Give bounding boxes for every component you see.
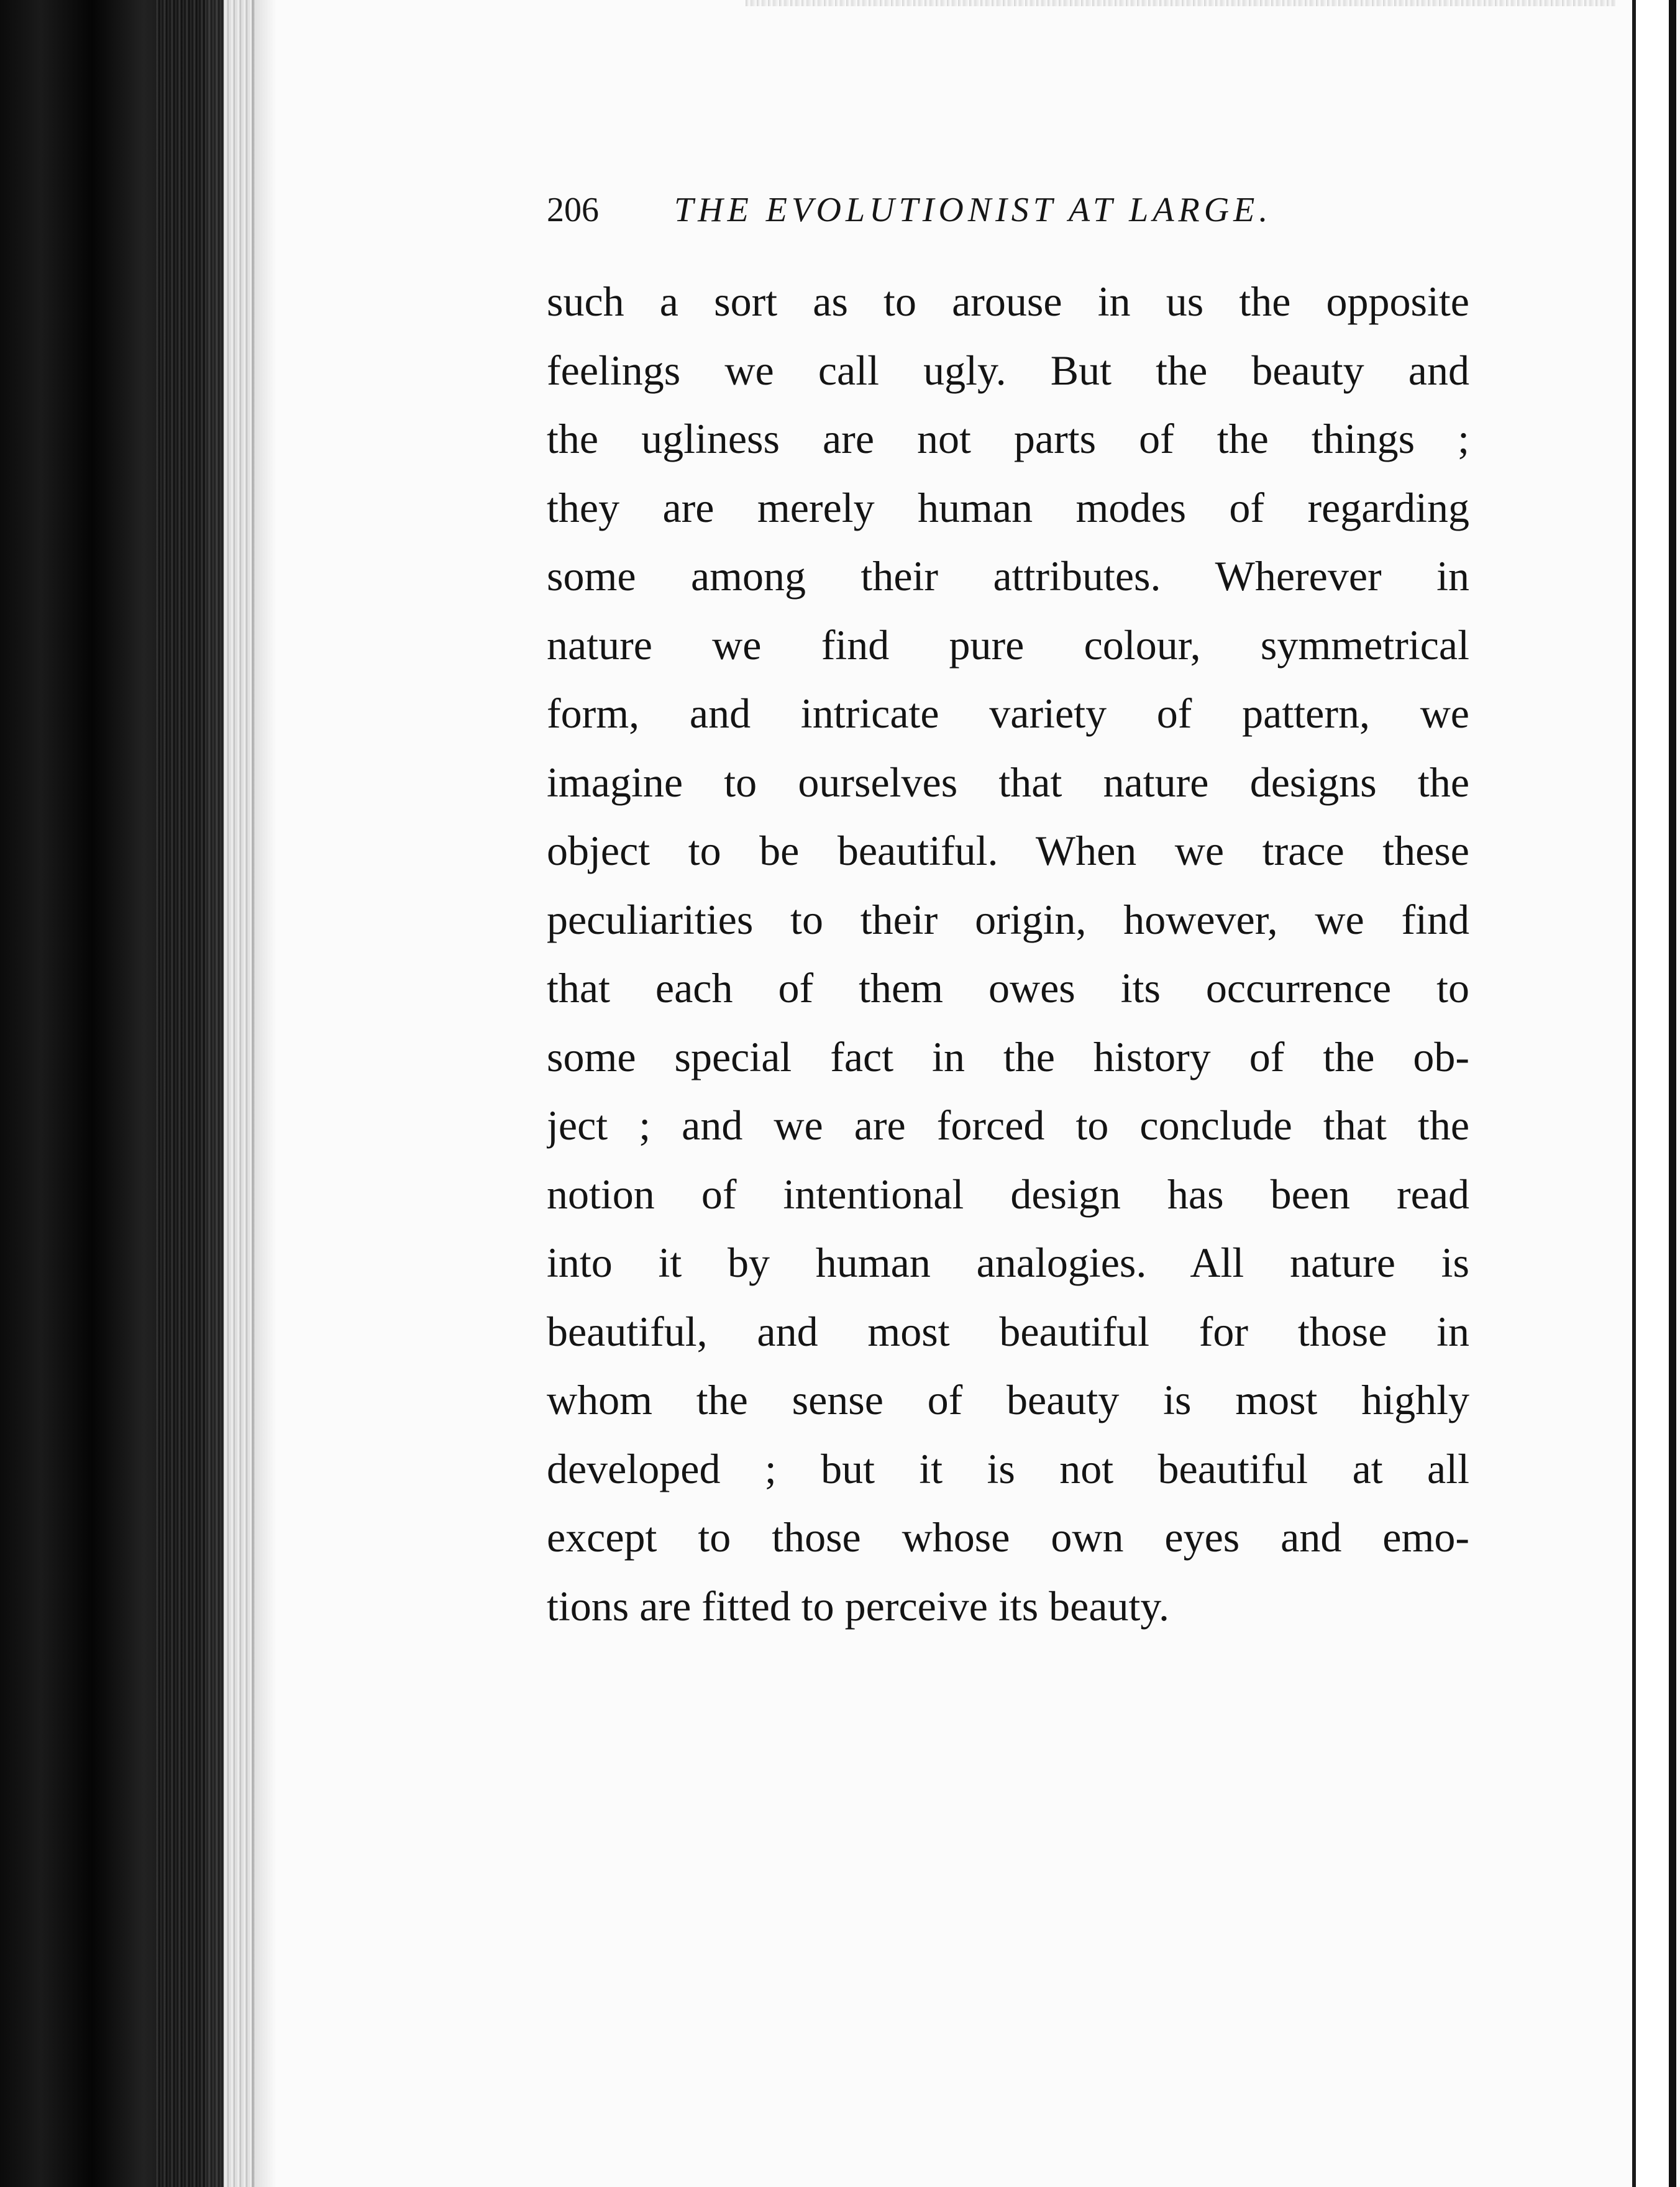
right-frame-edge (1669, 0, 1676, 2187)
text-line: feelings we call ugly. But the beauty and (547, 346, 1469, 394)
text-line: into it by human analogies. All nature is (547, 1239, 1469, 1286)
right-margin-strip (1636, 0, 1669, 2187)
text-line: such a sort as to arouse in us the opposite (547, 278, 1469, 325)
gutter-shadow (252, 0, 276, 2187)
text-line: they are merely human modes of regarding (547, 483, 1469, 531)
text-line-last: tions are fitted to perceive its beauty. (547, 1582, 1170, 1630)
running-header (547, 186, 1354, 236)
binding-texture (155, 0, 224, 2187)
running-title: THE EVOLUTIONIST AT LARGE. (674, 191, 1272, 229)
text-line: except to those whose own eyes and emo- (547, 1514, 1469, 1561)
text-line: whom the sense of beauty is most highly (547, 1376, 1469, 1423)
body-paragraph (547, 267, 1469, 1640)
text-line: some among their attributes. Wherever in (547, 552, 1469, 600)
text-line: ject ; and we are forced to conclude that the (547, 1102, 1469, 1149)
text-line: some special fact in the history of the ob- (547, 1033, 1469, 1080)
text-line: nature we find pure colour, symmetrical (547, 621, 1469, 669)
text-line: beautiful, and most beautiful for those in (547, 1307, 1469, 1355)
text-line: notion of intentional design has been read (547, 1170, 1469, 1218)
text-line: object to be beautiful. When we trace these (547, 827, 1469, 874)
text-line: that each of them owes its occurrence to (547, 964, 1469, 1011)
text-line: form, and intricate variety of pattern, we (547, 690, 1469, 737)
text-line: developed ; but it is not beautiful at all (547, 1445, 1469, 1492)
page-edge-stack (224, 0, 255, 2187)
text-line: imagine to ourselves that nature designs the (547, 758, 1469, 806)
text-line: peculiarities to their origin, however, we find (547, 895, 1469, 943)
text-line: the ugliness are not parts of the things ; (547, 415, 1469, 462)
top-edge-noise (746, 0, 1615, 6)
page-number: 206 (547, 191, 599, 229)
